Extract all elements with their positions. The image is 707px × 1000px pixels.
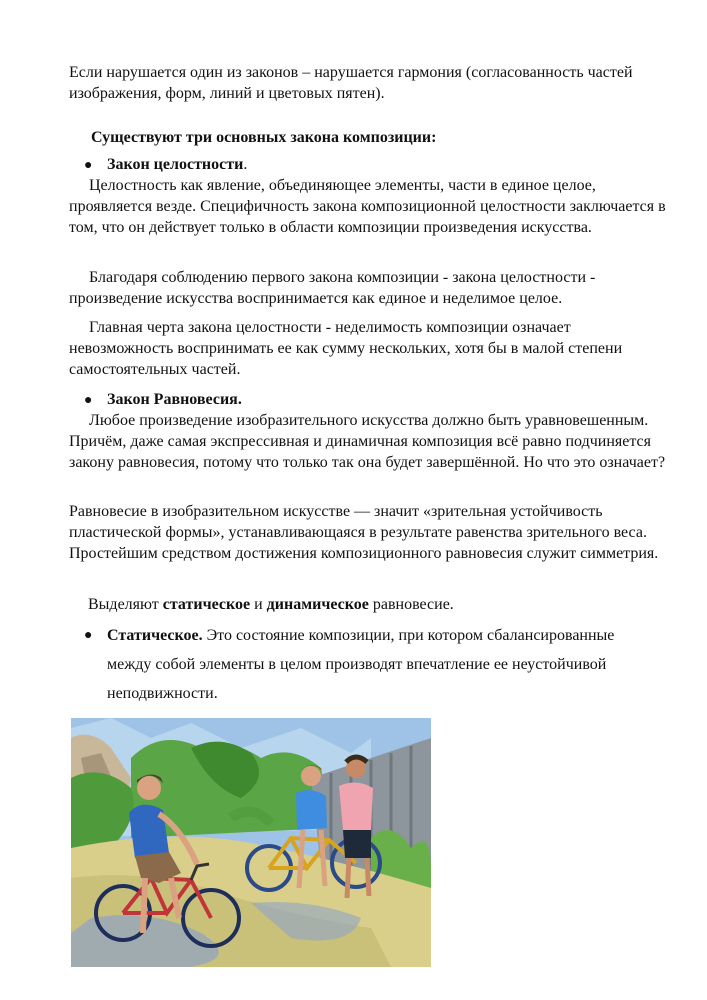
bullet-icon: ● <box>84 393 93 408</box>
static-text: Это состояние композиции, при котором сбалансированные между собой элементы в целом производят впечатление ее неустойчивой неподвижности. <box>107 627 615 702</box>
law1-title <box>107 154 247 175</box>
types-static: статическое <box>162 596 251 613</box>
law1-title-text: Закон целостности <box>107 156 244 173</box>
types-pre: Выделяют <box>88 596 163 613</box>
types-dynamic: динамическое <box>266 596 369 613</box>
static-paragraph <box>107 621 647 708</box>
equilibrium-types-line <box>69 594 669 615</box>
static-title: Статическое. <box>107 627 203 644</box>
law2-paragraph-2: Равновесие в изобразительном искусстве — значит «зрительная устойчивость пластической формы», устанавливающаяся в результате равенства зрительного веса. Простейшим средством достижения композиционного равновесия служит симметрия. <box>69 503 659 562</box>
bullet-icon: ● <box>84 158 93 173</box>
law1-title-end: . <box>243 156 248 173</box>
children-with-bicycles-painting <box>71 718 431 967</box>
painting-illustration <box>71 718 431 967</box>
bullet-icon: ● <box>84 628 93 643</box>
law1-paragraph-2: Благодаря соблюдению первого закона композиции - закона целостности - произведение искусства воспринимается как единое и неделимое целое. <box>69 269 596 307</box>
types-and: и <box>250 596 267 613</box>
law2-title-text: Закон Равновесия. <box>107 391 242 408</box>
section-heading: Существуют три основных закона композиции: <box>91 129 437 146</box>
law1-paragraph-1: Целостность как явление, объединяющее элементы, части в единое целое, проявляется везде. Специфичность закона композиционной целостности заключается в том, что он действует только в области композиции произведения искусства. <box>69 177 666 236</box>
law1-paragraph-3: Главная черта закона целостности - неделимость композиции означает невозможность воспринимать ее как сумму нескольких, хотя бы в малой степени самостоятельных частей. <box>69 319 623 378</box>
law2-paragraph-1: Любое произведение изобразительного искусства должно быть уравновешенным. Причём, даже самая экспрессивная и динамичная композиция всё равно подчиняется закону равновесия, потому что только так она будет завершённой. Но что это означает? <box>69 412 666 471</box>
types-post: равновесие. <box>368 596 454 613</box>
law2-title <box>107 389 242 410</box>
intro-paragraph: Если нарушается один из законов – нарушается гармония (согласованность частей изображения, форм, линий и цветовых пятен). <box>69 64 633 102</box>
